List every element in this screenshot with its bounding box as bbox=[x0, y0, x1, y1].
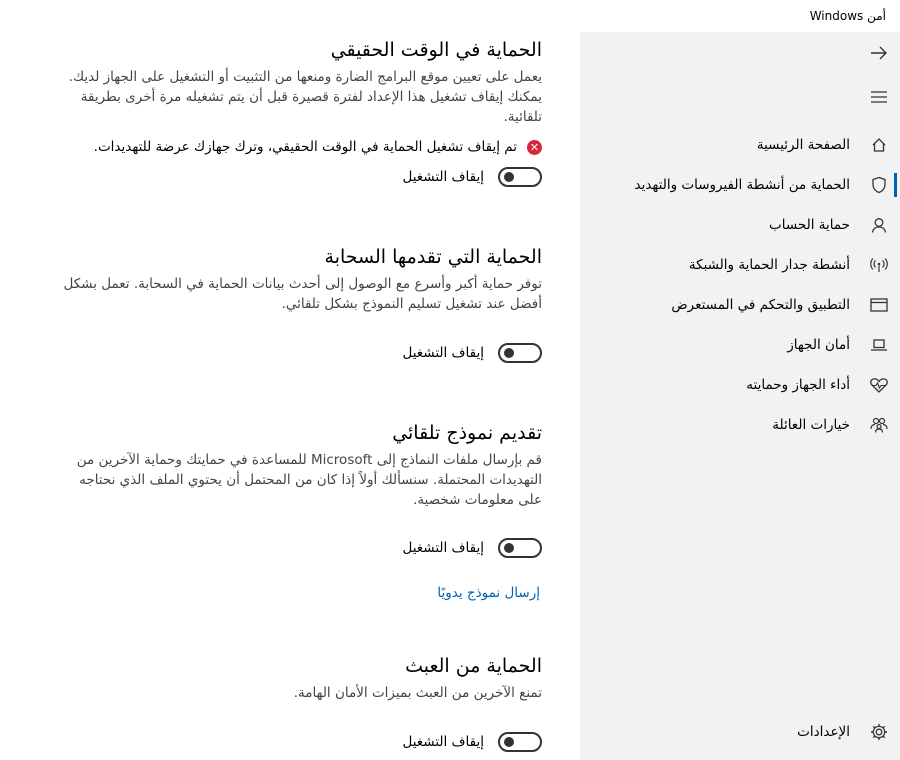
section-description: توفر حماية أكبر وأسرع مع الوصول إلى أحدث بيانات الحماية في السحابة. تعمل بشكل أفضل عند تشغيل تسليم النموذج بشكل تلقائي. bbox=[63, 276, 542, 312]
hamburger-menu-icon[interactable] bbox=[868, 86, 890, 108]
toggle-knob bbox=[504, 543, 514, 553]
toggle-state-label: إيقاف التشغيل bbox=[402, 734, 484, 750]
browser-window-icon bbox=[868, 294, 890, 316]
tamper-protection-toggle[interactable] bbox=[498, 732, 542, 752]
nav-item-virus-protection[interactable] bbox=[580, 165, 900, 205]
nav-item-app-browser-control[interactable] bbox=[580, 285, 900, 325]
section-description: تمنع الآخرين من العبث بميزات الأمان الهامة. bbox=[293, 685, 542, 701]
tamper-protection-toggle-row bbox=[402, 732, 542, 752]
home-icon bbox=[868, 134, 890, 156]
nav-item-account-protection[interactable] bbox=[580, 205, 900, 245]
back-arrow-icon[interactable] bbox=[868, 42, 890, 64]
toggle-state-label: إيقاف التشغيل bbox=[402, 169, 484, 185]
nav-item-label: أنشطة جدار الحماية والشبكة bbox=[688, 257, 850, 273]
window-title: أمن Windows bbox=[809, 9, 886, 23]
nav-item-label: حماية الحساب bbox=[769, 217, 850, 233]
section-title: الحماية التي تقدمها السحابة bbox=[324, 246, 542, 268]
cloud-protection-section bbox=[52, 244, 542, 314]
nav-item-label: الإعدادات bbox=[797, 724, 850, 740]
submit-sample-manually-link[interactable]: إرسال نموذج يدويًا bbox=[437, 585, 540, 601]
nav-item-device-performance[interactable] bbox=[580, 365, 900, 405]
laptop-icon bbox=[868, 334, 890, 356]
sample-submission-toggle-row bbox=[402, 538, 542, 558]
wireless-icon bbox=[868, 254, 890, 276]
cloud-protection-toggle-row bbox=[402, 343, 542, 363]
section-description: يعمل على تعيين موقع البرامج الضارة ومنعها من التثبيت أو التشغيل على الجهاز لديك. يمكنك إيقاف تشغيل هذا الإعداد لفترة قصيرة قبل أن يتم تشغيله مرة أخرى بطريقة تلقائية. bbox=[68, 69, 542, 125]
realtime-protection-toggle[interactable] bbox=[498, 167, 542, 187]
section-title: الحماية في الوقت الحقيقي bbox=[330, 39, 542, 61]
nav-item-home[interactable] bbox=[580, 125, 900, 165]
cloud-protection-toggle[interactable] bbox=[498, 343, 542, 363]
family-icon bbox=[868, 414, 890, 436]
realtime-protection-section bbox=[52, 37, 542, 155]
nav-item-firewall[interactable] bbox=[580, 245, 900, 285]
main-content bbox=[0, 32, 580, 760]
heart-icon bbox=[868, 374, 890, 396]
nav-item-device-security[interactable] bbox=[580, 325, 900, 365]
toggle-state-label: إيقاف التشغيل bbox=[402, 345, 484, 361]
toggle-knob bbox=[504, 737, 514, 747]
nav-item-label: أمان الجهاز bbox=[787, 337, 850, 353]
error-x-icon: ✕ bbox=[527, 140, 542, 155]
navigation-pane bbox=[580, 32, 900, 760]
realtime-protection-toggle-row bbox=[402, 167, 542, 187]
sample-submission-toggle[interactable] bbox=[498, 538, 542, 558]
nav-item-label: الحماية من أنشطة الفيروسات والتهديد bbox=[634, 177, 850, 193]
toggle-knob bbox=[504, 348, 514, 358]
shield-icon bbox=[868, 174, 890, 196]
section-description: قم بإرسال ملفات النماذج إلى Microsoft للمساعدة في حمايتك وحماية الآخرين من التهديدات المحتملة. سنسألك أولاً إذا كان من المحتمل أن يحتوي الملف الذي نحتاجه على معلومات شخصية. bbox=[76, 452, 542, 508]
warning-message bbox=[52, 139, 542, 155]
nav-item-label: خيارات العائلة bbox=[772, 417, 850, 433]
title-bar bbox=[0, 0, 900, 32]
nav-item-settings[interactable] bbox=[580, 712, 900, 752]
nav-item-label: الصفحة الرئيسية bbox=[756, 137, 850, 153]
warning-text: تم إيقاف تشغيل الحماية في الوقت الحقيقي، وترك جهازك عرضة للتهديدات. bbox=[93, 139, 517, 155]
nav-item-label: أداء الجهاز وحمايته bbox=[746, 377, 850, 393]
section-title: تقديم نموذج تلقائي bbox=[392, 422, 542, 444]
toggle-knob bbox=[504, 172, 514, 182]
nav-item-family-options[interactable] bbox=[580, 405, 900, 445]
tamper-protection-section bbox=[52, 653, 542, 703]
toggle-state-label: إيقاف التشغيل bbox=[402, 540, 484, 556]
gear-icon bbox=[868, 721, 890, 743]
person-icon bbox=[868, 214, 890, 236]
sample-submission-section bbox=[52, 420, 542, 510]
section-title: الحماية من العبث bbox=[405, 655, 542, 677]
nav-item-label: التطبيق والتحكم في المستعرض bbox=[671, 297, 850, 313]
